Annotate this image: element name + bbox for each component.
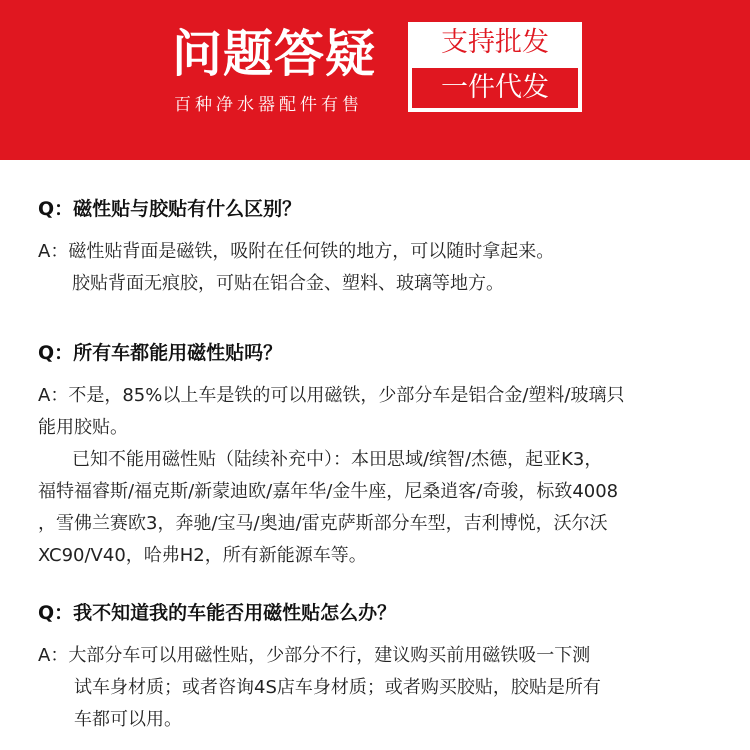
answer-line: A：大部分车可以用磁性贴，少部分不行，建议购买前用磁铁吸一下测	[38, 645, 591, 666]
answer-2	[38, 380, 728, 572]
banner-subtitle: 百种净水器配件有售	[174, 95, 363, 115]
wholesale-tag	[408, 22, 582, 112]
answer-3	[38, 640, 728, 736]
answer-line: XC90/V40，哈弗H2，所有新能源车等。	[38, 545, 367, 566]
answer-line: 车都可以用。	[74, 709, 182, 730]
question-3: Q：我不知道我的车能否用磁性贴怎么办？	[38, 602, 397, 624]
answer-line: 已知不能用磁性贴（陆续补充中）：本田思域/缤智/杰德，起亚K3，	[72, 449, 603, 470]
answer-line: ，雪佛兰赛欧3，奔驰/宝马/奥迪/雷克萨斯部分车型，吉利博悦，沃尔沃	[38, 513, 608, 534]
qa-block-1	[38, 196, 728, 300]
wholesale-tag-top: 支持批发	[441, 27, 549, 58]
answer-line: A：磁性贴背面是磁铁，吸附在任何铁的地方，可以随时拿起来。	[38, 241, 555, 262]
answer-line: 福特福睿斯/福克斯/新蒙迪欧/嘉年华/金牛座，尼桑逍客/奇骏，标致4008	[38, 481, 619, 502]
header-banner	[0, 0, 750, 160]
question-1: Q：磁性贴与胶贴有什么区别？	[38, 198, 302, 220]
qa-block-2	[38, 340, 728, 572]
qa-block-3	[38, 600, 728, 736]
answer-line: A：不是，85%以上车是铁的可以用磁铁，少部分车是铝合金/塑料/玻璃只	[38, 385, 625, 406]
wholesale-tag-bottom: 一件代发	[412, 68, 578, 108]
answer-line: 能用胶贴。	[38, 417, 128, 438]
question-2: Q：所有车都能用磁性贴吗？	[38, 342, 283, 364]
answer-line: 胶贴背面无痕胶，可贴在铝合金、塑料、玻璃等地方。	[72, 273, 504, 294]
answer-1	[38, 236, 728, 300]
answer-line: 试车身材质；或者咨询4S店车身材质；或者购买胶贴，胶贴是所有	[74, 677, 601, 698]
banner-title: 问题答疑	[172, 25, 376, 83]
